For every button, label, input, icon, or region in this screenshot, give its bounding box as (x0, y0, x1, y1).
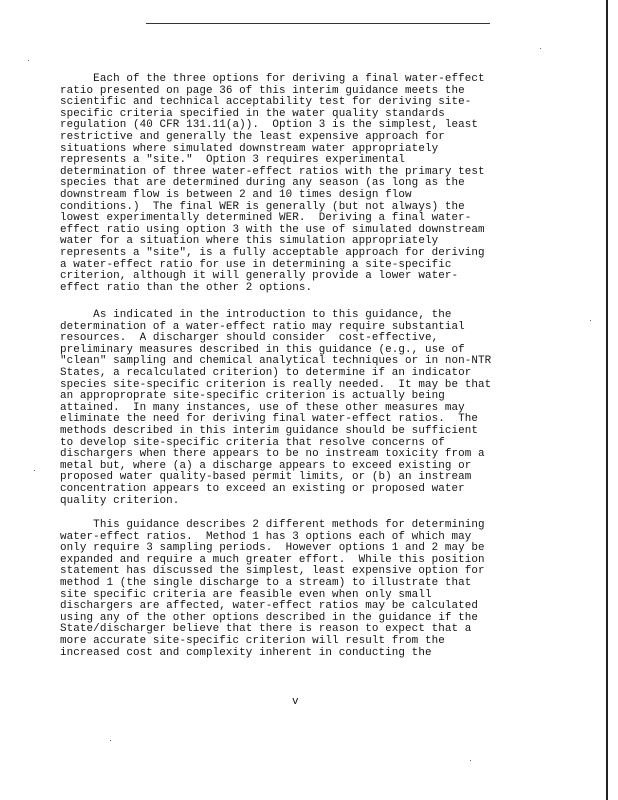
text-line: Each of the three options for deriving a final water-effect (60, 73, 485, 85)
scan-speck (590, 320, 591, 321)
text-line: methods described in this interim guidance should be sufficient (60, 424, 479, 437)
text-line: concentration appears to exceed an existing or proposed water (60, 482, 465, 495)
text-line: only require 3 sampling periods. However options 1 and 2 may be (60, 542, 485, 555)
page-number: v (292, 696, 299, 708)
text-line: species site-specific criterion is really needed. It may be that (60, 378, 492, 391)
text-line: determination of a water-effect ratio may require substantial (60, 320, 465, 333)
text-line: States, a recalculated criterion) to determine if an indicator (60, 366, 472, 379)
text-line: dischargers when there appears to be no instream toxicity from a (60, 448, 485, 461)
text-line: expanded and require a much greater effort. While this position (60, 553, 485, 566)
text-line: more accurate site-specific criterion will result from the (60, 634, 445, 647)
text-line: effect ratio using option 3 with the use of simulated downstream (60, 223, 485, 236)
paragraph-methods (60, 520, 560, 659)
scan-speck (34, 470, 35, 471)
text-line: statement has discussed the simplest, least expensive option for (60, 565, 485, 578)
paragraph-options (60, 74, 560, 294)
scan-speck (540, 48, 541, 49)
text-line: dischargers are affected, water-effect ratios may be calculated (60, 600, 479, 613)
text-line: effect ratio than the other 2 options. (60, 281, 313, 294)
text-line: restrictive and generally the least expensive approach for (60, 130, 445, 143)
scan-speck (110, 740, 111, 741)
text-line: specific criteria specified in the water quality standards (60, 107, 445, 120)
text-line: water-effect ratios. Method 1 has 3 options each of which may (60, 530, 472, 543)
text-line: using any of the other options described in the guidance if the (60, 611, 479, 624)
text-line: increased cost and complexity inherent in conducting the (60, 646, 432, 659)
text-line: metal but, where (a) a discharge appears to exceed existing or (60, 459, 472, 472)
text-line: regulation (40 CFR 131.11(a)). Option 3 is the simplest, least (60, 119, 479, 132)
text-line: preliminary measures described in this guidance (e.g., use of (60, 343, 465, 356)
text-line: site specific criteria are feasible even when only small (60, 588, 432, 601)
text-line: method 1 (the single discharge to a stream) to illustrate that (60, 576, 472, 589)
text-line: determination of three water-effect ratios with the primary test (60, 165, 485, 178)
text-line: As indicated in the introduction to this guidance, the (60, 309, 452, 321)
text-line: attained. In many instances, use of these other measures may (60, 401, 465, 414)
text-line: an approproprate site-specific criterion is actually being (60, 390, 445, 403)
text-line: conditions.) The final WER is generally (but not always) the (60, 200, 465, 213)
text-line: a water-effect ratio for use in determining a site-specific (60, 258, 452, 271)
text-line: represents a "site." Option 3 requires experimental (60, 154, 406, 167)
text-line: criterion, although it will generally provide a lower water- (60, 270, 459, 283)
scan-speck (28, 60, 29, 61)
text-line: eliminate the need for deriving final water-effect ratios. The (60, 413, 479, 426)
text-line: represents a "site", is a fully acceptable approach for deriving (60, 246, 485, 259)
paragraph-resources (60, 310, 560, 507)
text-line: This guidance describes 2 different methods for determining (60, 519, 485, 531)
text-line: resources. A discharger should consider cost-effective, (60, 332, 439, 345)
text-line: situations where simulated downstream water appropriately (60, 142, 439, 155)
text-line: "clean" sampling and chemical analytical techniques or in non-NTR (60, 355, 492, 368)
scan-speck (470, 760, 471, 761)
text-line: lowest experimentally determined WER. Deriving a final water- (60, 212, 472, 225)
text-line: quality criterion. (60, 494, 180, 507)
text-line: water for a situation where this simulation appropriately (60, 235, 439, 248)
text-line: State/discharger believe that there is reason to expect that a (60, 623, 472, 636)
scan-edge (606, 0, 608, 800)
header-rule (146, 23, 490, 24)
text-line: to develop site-specific criteria that resolve concerns of (60, 436, 445, 449)
text-line: ratio presented on page 36 of this interim guidance meets the (60, 84, 465, 97)
text-line: proposed water quality-based permit limits, or (b) an instream (60, 471, 472, 484)
text-line: downstream flow is between 2 and 10 times design flow (60, 188, 412, 201)
text-line: scientific and technical acceptability test for deriving site- (60, 96, 472, 109)
text-line: species that are determined during any season (as long as the (60, 177, 465, 190)
